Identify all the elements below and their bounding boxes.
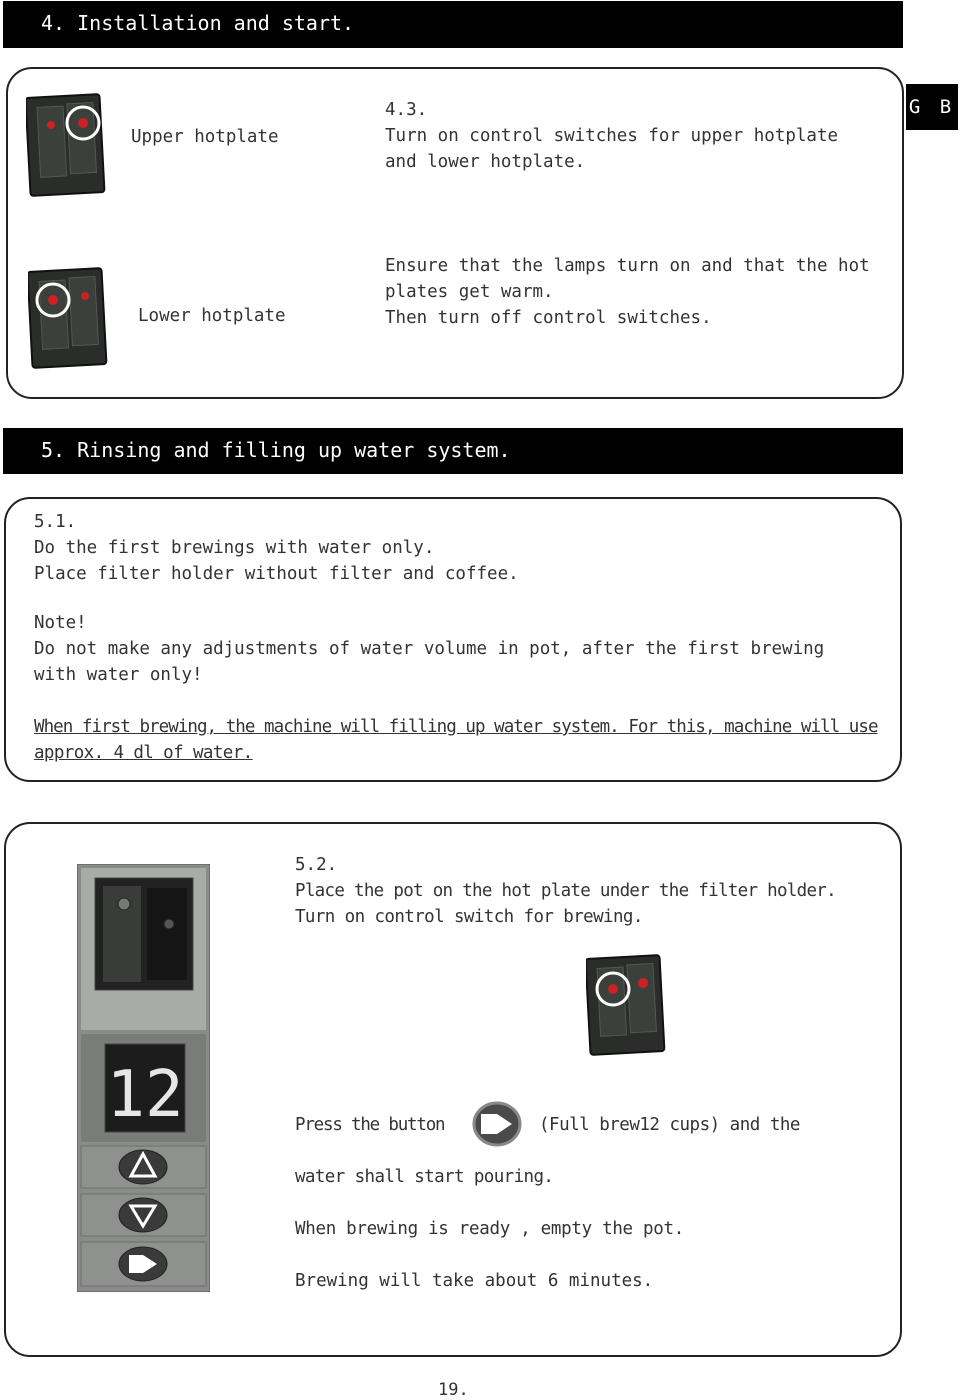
step-5-2-line4: When brewing is ready , empty the pot. (295, 1219, 684, 1239)
full-brew-button-icon (472, 1101, 522, 1147)
step-5-2-line5: Brewing will take about 6 minutes. (295, 1271, 654, 1291)
step-5-1-number: 5.1. (34, 512, 77, 532)
section-4-title: 4. Installation and start. (41, 11, 355, 35)
language-tab: G B (906, 84, 958, 130)
step-5-2-line1: Place the pot on the hot plate under the filter holder. (295, 881, 836, 901)
section-5-header (3, 428, 903, 474)
info-line1: When first brewing, the machine will filling up water system. For this, machine will use (34, 717, 878, 737)
step-5-1-line1: Do the first brewings with water only. (34, 538, 435, 558)
step-4-3-line5: Then turn off control switches. (385, 308, 712, 328)
step-4-3-line2: and lower hotplate. (385, 152, 586, 172)
step-5-2-number: 5.2. (295, 855, 338, 875)
lower-switch-image (28, 266, 108, 370)
section-4-header (3, 1, 903, 48)
upper-switch-image (26, 92, 106, 198)
step-5-2-line2: Turn on control switch for brewing. (295, 907, 643, 927)
lower-hotplate-label: Lower hotplate (138, 306, 286, 326)
step-5-1-line2: Place filter holder without filter and coffee. (34, 564, 519, 584)
page-number: 19. (438, 1380, 469, 1400)
display-digits: 12 (106, 1058, 184, 1132)
full-brew-text: (Full brew12 cups) and the (539, 1115, 800, 1135)
press-button-text: Press the button (295, 1115, 445, 1135)
brew-switch-image (586, 953, 666, 1057)
step-4-3-line1: Turn on control switches for upper hotplate (385, 126, 839, 146)
note-line1: Do not make any adjustments of water volume in pot, after the first brewing (34, 639, 825, 659)
section-5-title: 5. Rinsing and filling up water system. (41, 438, 511, 462)
step-4-3-box (6, 67, 904, 399)
upper-hotplate-label: Upper hotplate (131, 127, 279, 147)
control-panel-image (77, 864, 210, 1292)
step-5-2-line3: water shall start pouring. (295, 1167, 554, 1187)
note-label: Note! (34, 613, 87, 633)
step-4-3-line4: plates get warm. (385, 282, 554, 302)
note-line2: with water only! (34, 665, 203, 685)
step-4-3-number: 4.3. (385, 100, 428, 120)
step-4-3-line3: Ensure that the lamps turn on and that the hot (385, 256, 870, 276)
info-line2: approx. 4 dl of water. (34, 743, 253, 763)
